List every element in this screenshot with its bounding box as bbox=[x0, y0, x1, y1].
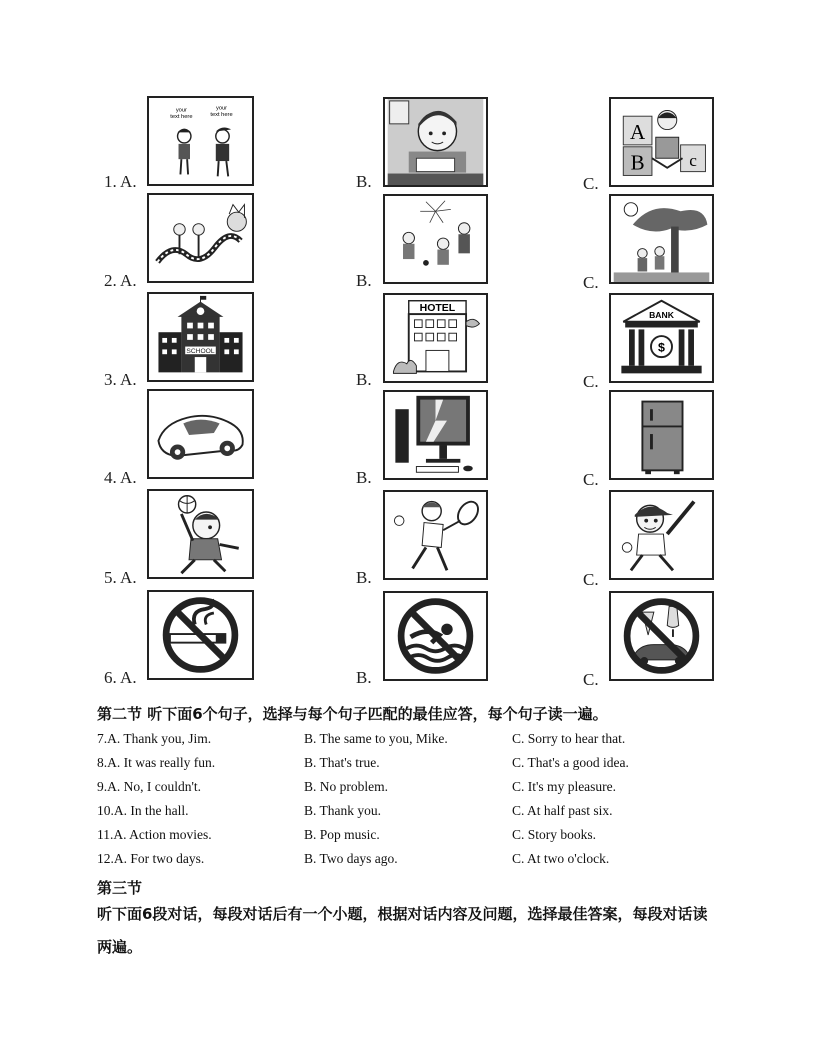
desktop-computer-icon bbox=[383, 390, 488, 480]
option-b: B. The same to you, Mike. bbox=[304, 731, 448, 746]
fireworks-kids-icon bbox=[383, 194, 488, 284]
svg-text:B: B bbox=[630, 150, 645, 175]
response-row-10 bbox=[97, 803, 717, 823]
tree-picnic-icon bbox=[609, 194, 714, 284]
section-3-instructions: 听下面6段对话，每段对话后有一个小题，根据对话内容及问题，选择最佳答案，每段对话读两遍。 bbox=[97, 905, 708, 956]
option-a: 9.A. No, I couldn't. bbox=[97, 779, 202, 794]
option-a: 8.A. It was really fun. bbox=[97, 755, 216, 770]
question-3-option-c-label: C. bbox=[583, 372, 599, 391]
question-3-option-b-label: B. bbox=[356, 370, 372, 389]
option-c: C. At half past six. bbox=[512, 803, 613, 818]
question-1-option-b-label: B. bbox=[356, 172, 372, 191]
question-6-option-b-label: B. bbox=[356, 668, 372, 687]
tennis-player-icon bbox=[383, 490, 488, 580]
option-a: 10.A. In the hall. bbox=[97, 803, 189, 818]
question-2-label: 2. A. bbox=[104, 271, 137, 290]
hotel-building-icon bbox=[383, 293, 488, 383]
svg-text:HOTEL: HOTEL bbox=[419, 302, 456, 315]
no-smoking-icon bbox=[147, 590, 254, 680]
svg-text:$: $ bbox=[658, 340, 665, 355]
bank-building-icon bbox=[609, 293, 714, 383]
question-6-option-c-label: C. bbox=[583, 670, 599, 689]
question-5-option-b-label: B. bbox=[356, 568, 372, 587]
question-4-label: 4. A. bbox=[104, 468, 137, 487]
section-3-heading: 第三节 bbox=[97, 879, 143, 897]
question-6-label: 6. A. bbox=[104, 668, 137, 687]
svg-text:your: your bbox=[215, 105, 228, 112]
no-swimming-icon bbox=[383, 591, 488, 681]
option-c: C. It's my pleasure. bbox=[512, 779, 617, 794]
response-row-8 bbox=[97, 755, 717, 775]
baseball-player-icon bbox=[609, 490, 714, 580]
question-3-label: 3. A. bbox=[104, 370, 137, 389]
talking-children-icon bbox=[147, 96, 254, 186]
question-2-option-c-label: C. bbox=[583, 273, 599, 292]
school-building-icon bbox=[147, 292, 254, 382]
response-row-12 bbox=[97, 851, 717, 871]
question-5-label: 5. A. bbox=[104, 568, 137, 587]
option-b: B. Thank you. bbox=[304, 803, 381, 818]
question-1-option-c-label: C. bbox=[583, 174, 599, 193]
section-2-heading: 第二节 听下面6个句子，选择与每个句子匹配的最佳应答，每个句子读一遍。 bbox=[97, 705, 608, 723]
refrigerator-icon bbox=[609, 390, 714, 480]
option-a: 11.A. Action movies. bbox=[97, 827, 212, 842]
question-4-option-c-label: C. bbox=[583, 470, 599, 489]
svg-text:A: A bbox=[630, 120, 646, 145]
svg-text:SCHOOL: SCHOOL bbox=[186, 348, 215, 356]
question-2-option-b-label: B. bbox=[356, 271, 372, 290]
svg-text:text here: text here bbox=[210, 112, 233, 119]
basketball-player-icon bbox=[147, 489, 254, 579]
option-b: B. That's true. bbox=[304, 755, 380, 770]
question-4-option-b-label: B. bbox=[356, 468, 372, 487]
question-5-option-c-label: C. bbox=[583, 570, 599, 589]
option-c: C. Story books. bbox=[512, 827, 597, 842]
abc-blocks-reading-icon bbox=[609, 97, 714, 187]
option-a: 7.A. Thank you, Jim. bbox=[97, 731, 212, 746]
option-b: B. No problem. bbox=[304, 779, 388, 794]
dragon-dance-icon bbox=[147, 193, 254, 283]
option-a: 12.A. For two days. bbox=[97, 851, 205, 866]
option-b: B. Pop music. bbox=[304, 827, 380, 842]
option-c: C. At two o'clock. bbox=[512, 851, 610, 866]
response-row-7 bbox=[97, 731, 717, 751]
response-row-11 bbox=[97, 827, 717, 847]
sports-car-icon bbox=[147, 389, 254, 479]
svg-text:BANK: BANK bbox=[649, 309, 674, 320]
option-c: C. Sorry to hear that. bbox=[512, 731, 626, 746]
response-row-9 bbox=[97, 779, 717, 799]
boy-studying-icon bbox=[383, 97, 488, 187]
svg-text:your: your bbox=[175, 107, 187, 114]
option-b: B. Two days ago. bbox=[304, 851, 398, 866]
svg-text:c: c bbox=[689, 150, 697, 170]
question-1-label: 1. A. bbox=[104, 172, 137, 191]
option-c: C. That's a good idea. bbox=[512, 755, 629, 770]
no-drink-driving-icon bbox=[609, 591, 714, 681]
svg-text:text here: text here bbox=[170, 114, 193, 121]
